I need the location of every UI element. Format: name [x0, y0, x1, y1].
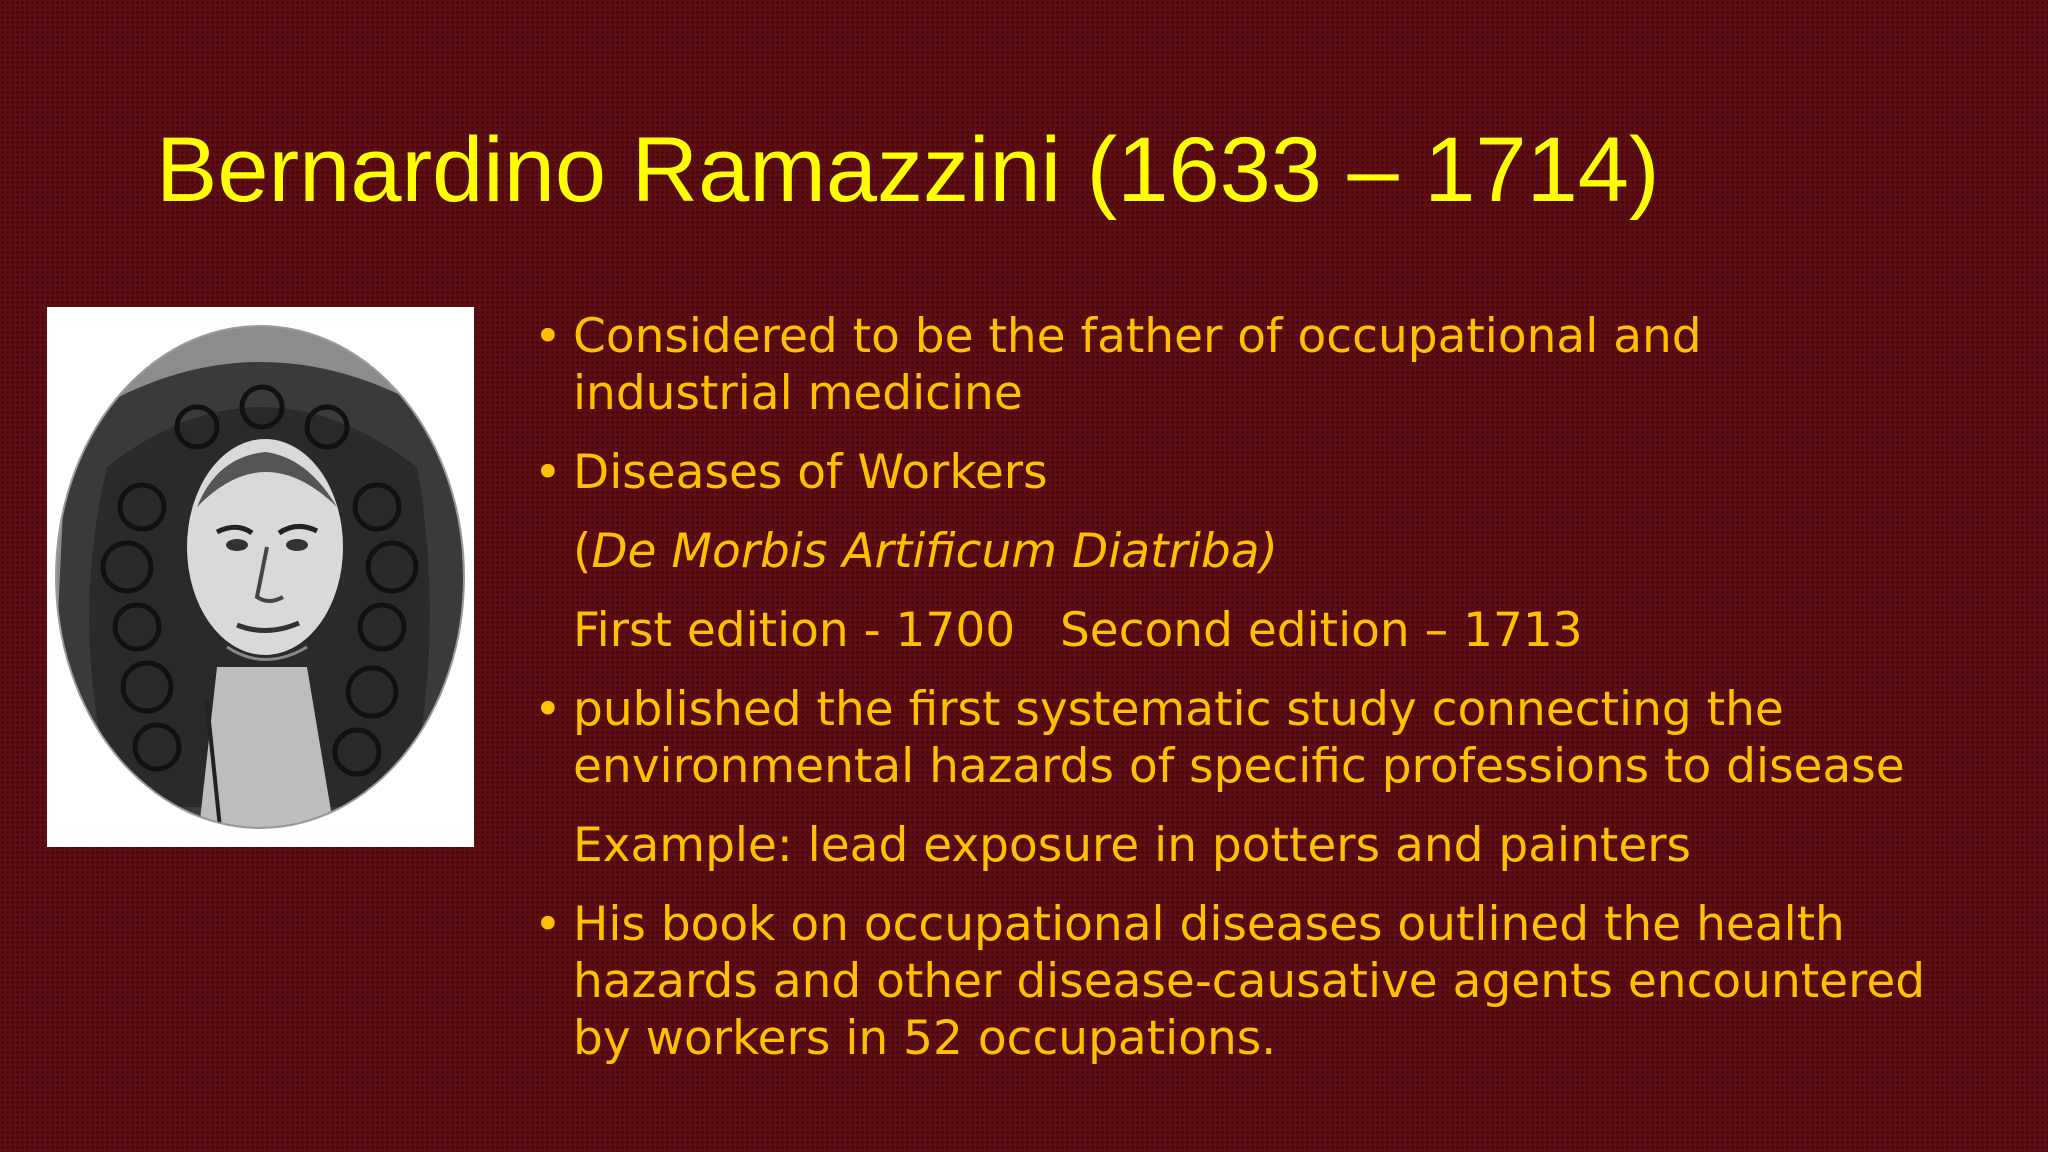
latin-paren: ( — [573, 524, 592, 579]
bullet-dot-icon: • — [534, 682, 562, 737]
latin-title: De Morbis Artificum Diatriba) — [591, 524, 1278, 579]
slide-body — [530, 308, 2020, 1067]
bullet-dot-icon: • — [534, 897, 562, 952]
bullet-text: environmental hazards of specific professions to disease — [573, 739, 1905, 794]
bullet-text: Considered to be the father of occupational and — [573, 309, 1702, 364]
bullet-dot-icon: • — [534, 309, 562, 364]
editions-line: First edition - 1700 Second edition – 1713 — [573, 603, 1583, 658]
bullet-item — [530, 444, 2020, 501]
latin-title-line — [530, 523, 2020, 580]
bullet-text: His book on occupational diseases outlined the health — [573, 897, 1845, 952]
bullet-item — [530, 681, 2020, 795]
example-line: Example: lead exposure in potters and painters — [573, 818, 1692, 873]
bullet-text: Diseases of Workers — [573, 445, 1048, 500]
bullet-item — [530, 896, 2020, 1067]
bullet-text: hazards and other disease-causative agents encountered — [573, 954, 1926, 1009]
bullet-item — [530, 308, 2020, 422]
portrait-engraving-icon — [47, 307, 474, 847]
slide-title: Bernardino Ramazzini (1633 – 1714) — [156, 119, 1660, 221]
bullet-text: by workers in 52 occupations. — [573, 1011, 1277, 1066]
bullet-text: published the first systematic study connecting the — [573, 682, 1784, 737]
bullet-text: industrial medicine — [573, 366, 1023, 421]
bullet-dot-icon: • — [534, 445, 562, 500]
portrait-image — [47, 307, 474, 847]
